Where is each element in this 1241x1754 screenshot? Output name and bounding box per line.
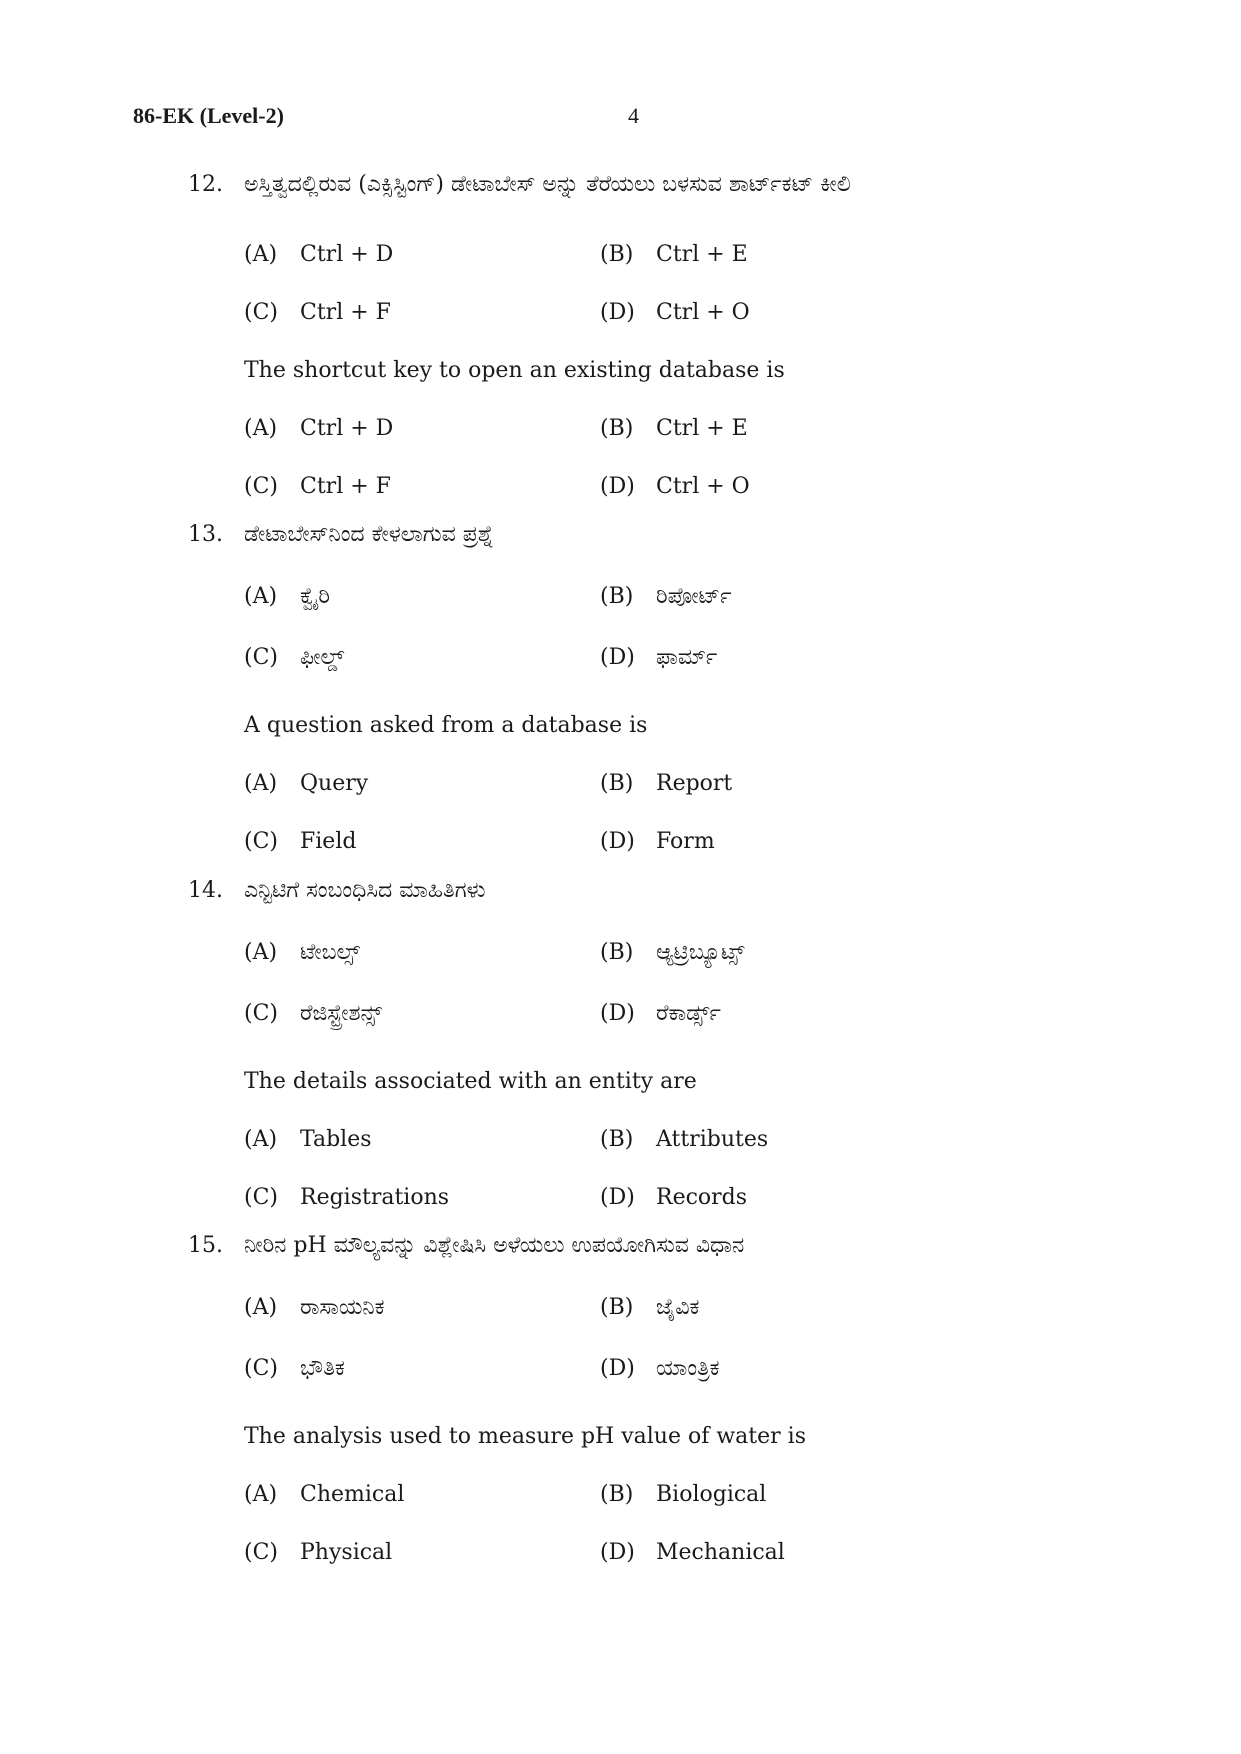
option-text: Ctrl + D <box>300 242 394 267</box>
option-text: Ctrl + F <box>300 300 391 325</box>
option-label: (C) <box>244 1185 278 1210</box>
option-label: (A) <box>244 940 278 965</box>
option-text: ಫೀಲ್ಡ್ <box>300 645 345 670</box>
option-d-en <box>600 829 715 854</box>
option-text: ರೆಕಾರ್ಡ್ಸ್ <box>656 1001 721 1026</box>
option-c-en <box>244 1185 449 1210</box>
header-code: 86-EK (Level-2) <box>133 103 284 128</box>
option-label: (B) <box>600 1482 634 1507</box>
option-label: (A) <box>244 1482 278 1507</box>
option-label: (D) <box>600 474 635 499</box>
option-label: (B) <box>600 771 634 796</box>
option-text: Ctrl + D <box>300 416 394 441</box>
option-d-en <box>600 1185 747 1210</box>
option-text: ಟೇಬಲ್ಸ್ <box>300 940 361 965</box>
option-label: (C) <box>244 474 278 499</box>
option-c-en <box>244 474 391 499</box>
option-d-kn <box>600 300 750 325</box>
option-b-kn <box>600 242 748 267</box>
question-number: 14. <box>188 878 223 903</box>
option-b-kn <box>600 584 731 609</box>
option-c-kn <box>244 645 344 670</box>
option-a-en <box>244 1127 372 1152</box>
page-number: 4 <box>628 103 639 128</box>
option-text: ರಾಸಾಯನಿಕ <box>300 1295 385 1320</box>
option-text: Form <box>656 829 715 854</box>
option-text: Ctrl + E <box>656 242 748 267</box>
option-label: (A) <box>244 242 278 267</box>
option-text: Tables <box>300 1127 372 1152</box>
option-d-en <box>600 1540 785 1565</box>
option-text: Ctrl + O <box>656 474 750 499</box>
option-label: (B) <box>600 242 634 267</box>
question-text-en: The shortcut key to open an existing database is <box>244 358 785 383</box>
option-d-en <box>600 474 750 499</box>
option-c-kn <box>244 300 391 325</box>
option-a-kn <box>244 940 360 965</box>
option-text: Chemical <box>300 1482 405 1507</box>
option-label: (D) <box>600 1185 635 1210</box>
option-label: (B) <box>600 1127 634 1152</box>
option-text: ಆ್ಯಟ್ರಿಬ್ಯೂಟ್ಸ್ <box>656 940 745 965</box>
option-a-en <box>244 416 393 441</box>
option-text: ಯಾಂತ್ರಿಕ <box>656 1356 720 1381</box>
question-text-en: The analysis used to measure pH value of water is <box>244 1424 806 1449</box>
question-text-kn: ಎನ್ಟಿಟಿಗೆ ಸಂಬಂಧಿಸಿದ ಮಾಹಿತಿಗಳು <box>244 878 486 903</box>
question-text-kn: ನೀರಿನ pH ಮೌಲ್ಯವನ್ನು ವಿಶ್ಲೇಷಿಸಿ ಅಳೆಯಲು ಉಪಯೋಗಿಸುವ ವಿಧಾನ <box>244 1233 745 1258</box>
option-label: (C) <box>244 1001 278 1026</box>
option-text: Ctrl + E <box>656 416 748 441</box>
option-label: (D) <box>600 1001 635 1026</box>
option-label: (C) <box>244 1540 278 1565</box>
option-label: (B) <box>600 584 634 609</box>
option-b-kn <box>600 940 744 965</box>
option-text: ಕ್ವೈರಿ <box>300 584 331 609</box>
option-label: (A) <box>244 1295 278 1320</box>
question-number: 15. <box>188 1233 223 1258</box>
option-text: Ctrl + O <box>656 300 750 325</box>
option-b-en <box>600 1127 768 1152</box>
option-a-en <box>244 771 368 796</box>
option-text: ಜೈವಿಕ <box>656 1295 700 1320</box>
option-label: (C) <box>244 1356 278 1381</box>
option-text: Physical <box>300 1540 393 1565</box>
option-text: ಭೌತಿಕ <box>300 1356 345 1381</box>
option-text: ರೆಜಿಸ್ಟ್ರೇಶನ್ಸ್ <box>300 1001 382 1026</box>
option-text: Registrations <box>300 1185 450 1210</box>
option-label: (A) <box>244 771 278 796</box>
option-text: ಫಾರ್ಮ್ <box>656 645 718 670</box>
question-text-en: The details associated with an entity are <box>244 1069 697 1094</box>
option-d-kn <box>600 1356 720 1381</box>
option-label: (A) <box>244 416 278 441</box>
option-text: Mechanical <box>656 1540 785 1565</box>
option-b-en <box>600 416 748 441</box>
option-c-en <box>244 1540 392 1565</box>
option-label: (B) <box>600 1295 634 1320</box>
option-label: (A) <box>244 584 278 609</box>
option-a-en <box>244 1482 404 1507</box>
question-number: 12. <box>188 172 223 197</box>
question-number: 13. <box>188 522 223 547</box>
option-label: (A) <box>244 1127 278 1152</box>
option-text: Report <box>656 771 733 796</box>
option-label: (B) <box>600 416 634 441</box>
option-b-kn <box>600 1295 699 1320</box>
question-text-kn: ಅಸ್ತಿತ್ವದಲ್ಲಿರುವ (ಎಕ್ಸಿಸ್ಟಿಂಗ್) ಡೇಟಾಬೇಸ್ ಅನ್ನು ತೆರೆಯಲು ಬಳಸುವ ಶಾರ್ಟ್‌ಕಟ್ ಕೀಲಿ <box>244 172 851 197</box>
option-d-kn <box>600 1001 721 1026</box>
option-c-kn <box>244 1001 382 1026</box>
option-a-kn <box>244 584 330 609</box>
option-c-en <box>244 829 356 854</box>
option-text: Biological <box>656 1482 767 1507</box>
question-text-kn: ಡೇಟಾಬೇಸ್‌ನಿಂದ ಕೇಳಲಾಗುವ ಪ್ರಶ್ನೆ <box>244 522 494 547</box>
option-b-en <box>600 1482 766 1507</box>
option-text: Query <box>300 771 369 796</box>
option-a-kn <box>244 1295 385 1320</box>
option-label: (D) <box>600 1356 635 1381</box>
option-label: (D) <box>600 829 635 854</box>
option-text: Records <box>656 1185 748 1210</box>
option-text: Ctrl + F <box>300 474 391 499</box>
option-label: (C) <box>244 300 278 325</box>
option-text: Attributes <box>656 1127 769 1152</box>
option-label: (D) <box>600 645 635 670</box>
option-text: ರಿಪೋರ್ಟ್ <box>656 584 732 609</box>
option-a-kn <box>244 242 393 267</box>
option-label: (D) <box>600 1540 635 1565</box>
option-label: (C) <box>244 829 278 854</box>
option-label: (C) <box>244 645 278 670</box>
option-d-kn <box>600 645 717 670</box>
option-c-kn <box>244 1356 345 1381</box>
option-label: (D) <box>600 300 635 325</box>
option-b-en <box>600 771 732 796</box>
option-text: Field <box>300 829 357 854</box>
question-text-en: A question asked from a database is <box>244 713 648 738</box>
option-label: (B) <box>600 940 634 965</box>
